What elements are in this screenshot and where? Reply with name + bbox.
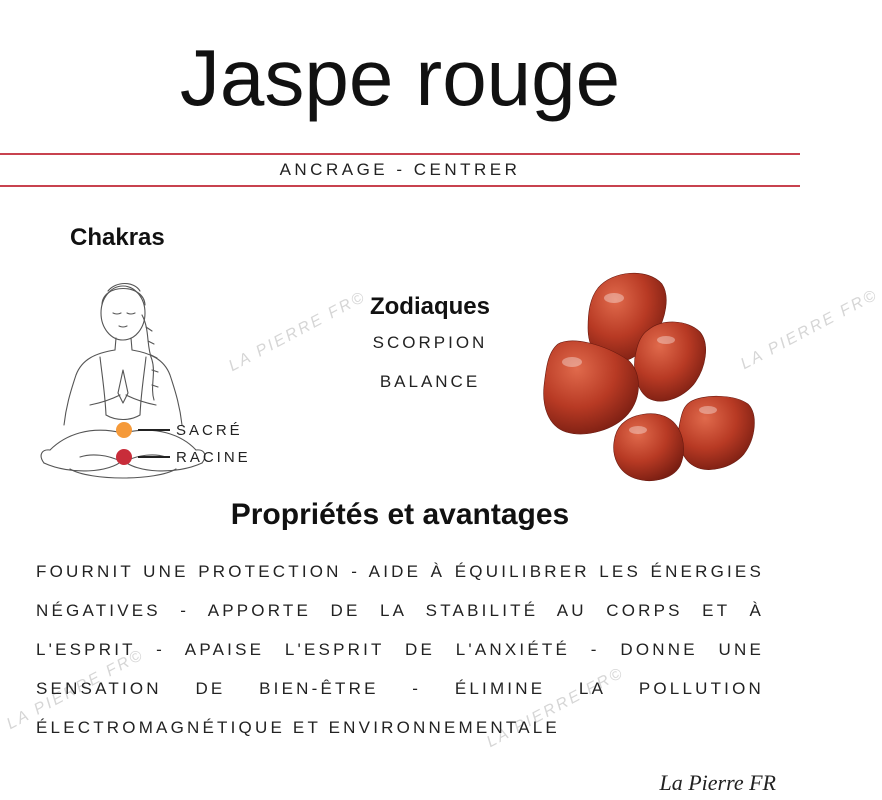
watermark: LA PIERRE FR© [484,664,628,752]
chakra-sacre [116,421,243,439]
page-title: Jaspe rouge [179,33,621,122]
brand-signature: La Pierre FR [659,770,776,795]
chakra-label-sacre: SACRÉ [176,421,243,439]
zodiac-sign-balance: BALANCE [379,372,481,391]
top-rule [0,153,800,155]
chakra-dot-racine [116,449,132,465]
watermark: LA PIERRE FR© [226,288,370,376]
zodiac-sign-scorpion: SCORPION [372,333,488,352]
red-jasper-stones-image [538,268,763,483]
chakra-label-racine: RACINE [176,448,251,466]
chakra-connector [138,429,170,431]
subtitle: ANCRAGE - CENTRER [279,160,521,179]
properties-heading: Propriétés et avantages [230,498,570,531]
chakras-heading: Chakras [70,224,165,251]
watermark: LA PIERRE FR© [4,646,148,734]
properties-text: FOURNIT UNE PROTECTION - AIDE À ÉQUILIBRER LES ÉNERGIES NÉGATIVES - APPORTE DE LA STABILITÉ AU CORPS ET À L'ESPRIT - APAISE L'ESPRIT DE L'ANXIÉTÉ - DONNE UNE SENSATION DE BIEN-ÊTRE - ÉLIMINE LA POLLUTION ÉLECTROMAGNÉTIQUE ET ENVIRONNEMENTALE [36,562,764,737]
chakra-connector [138,456,170,458]
chakra-racine [116,448,251,466]
chakra-dot-sacre [116,422,132,438]
zodiac-heading: Zodiaques [369,293,490,320]
bottom-rule [0,185,800,187]
watermark: LA PIERRE FR© [738,286,882,374]
